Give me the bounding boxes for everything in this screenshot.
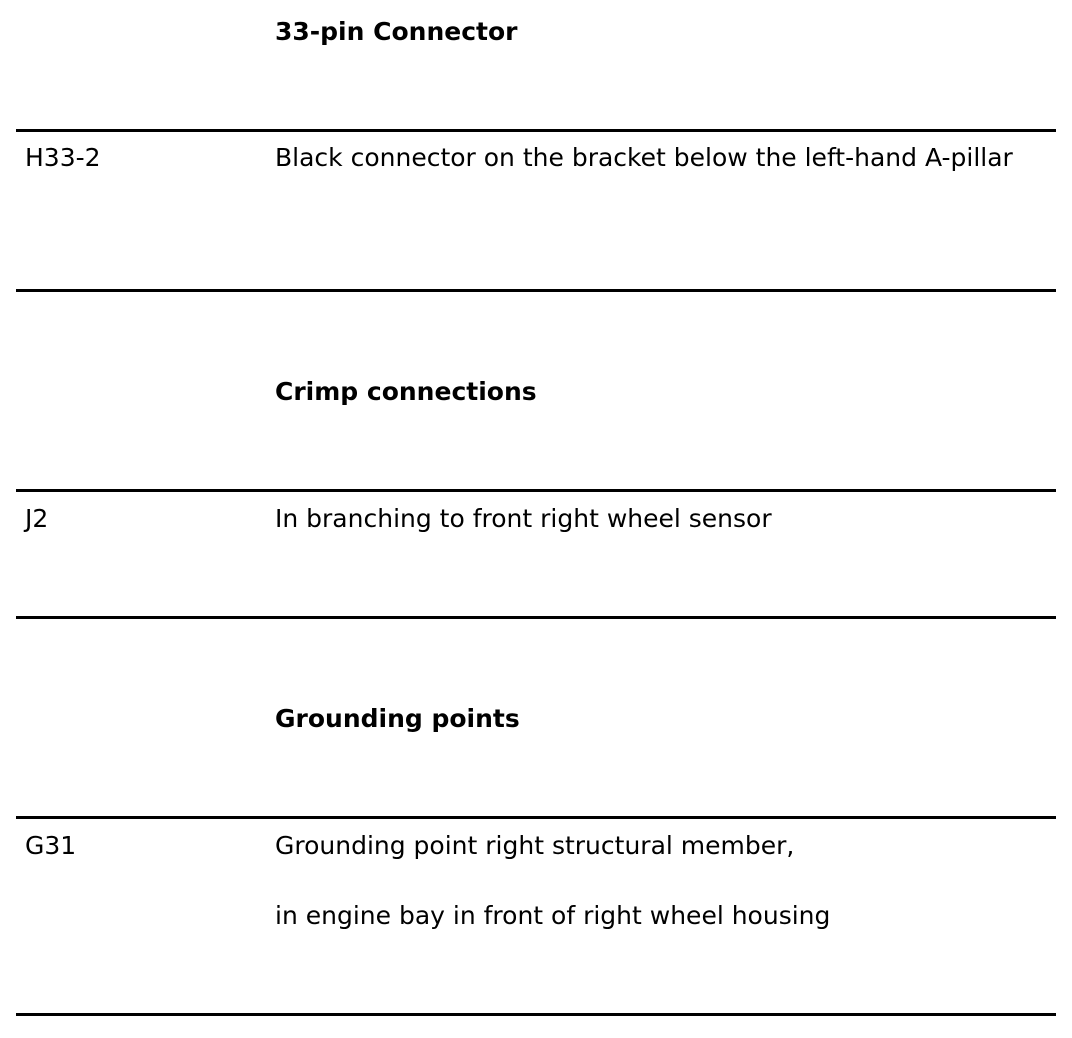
component-description-g31-line-2: in engine bay in front of right wheel housing	[275, 901, 831, 930]
table-rule	[16, 616, 1056, 619]
table-rule	[16, 816, 1056, 819]
component-code-h33-2: H33-2	[25, 143, 101, 172]
table-rule	[16, 129, 1056, 132]
table-rule	[16, 1013, 1056, 1016]
component-description-g31-line-1: Grounding point right structural member,	[275, 831, 795, 860]
table-rule	[16, 289, 1056, 292]
component-description-j2: In branching to front right wheel sensor	[275, 504, 772, 533]
section-heading-grounding-points: Grounding points	[275, 704, 520, 733]
table-rule	[16, 489, 1056, 492]
component-code-j2: J2	[25, 504, 49, 533]
component-description-h33-2: Black connector on the bracket below the left-hand A-pillar	[275, 143, 1013, 172]
component-code-g31: G31	[25, 831, 77, 860]
section-heading-33-pin-connector: 33-pin Connector	[275, 17, 518, 46]
section-heading-crimp-connections: Crimp connections	[275, 377, 537, 406]
